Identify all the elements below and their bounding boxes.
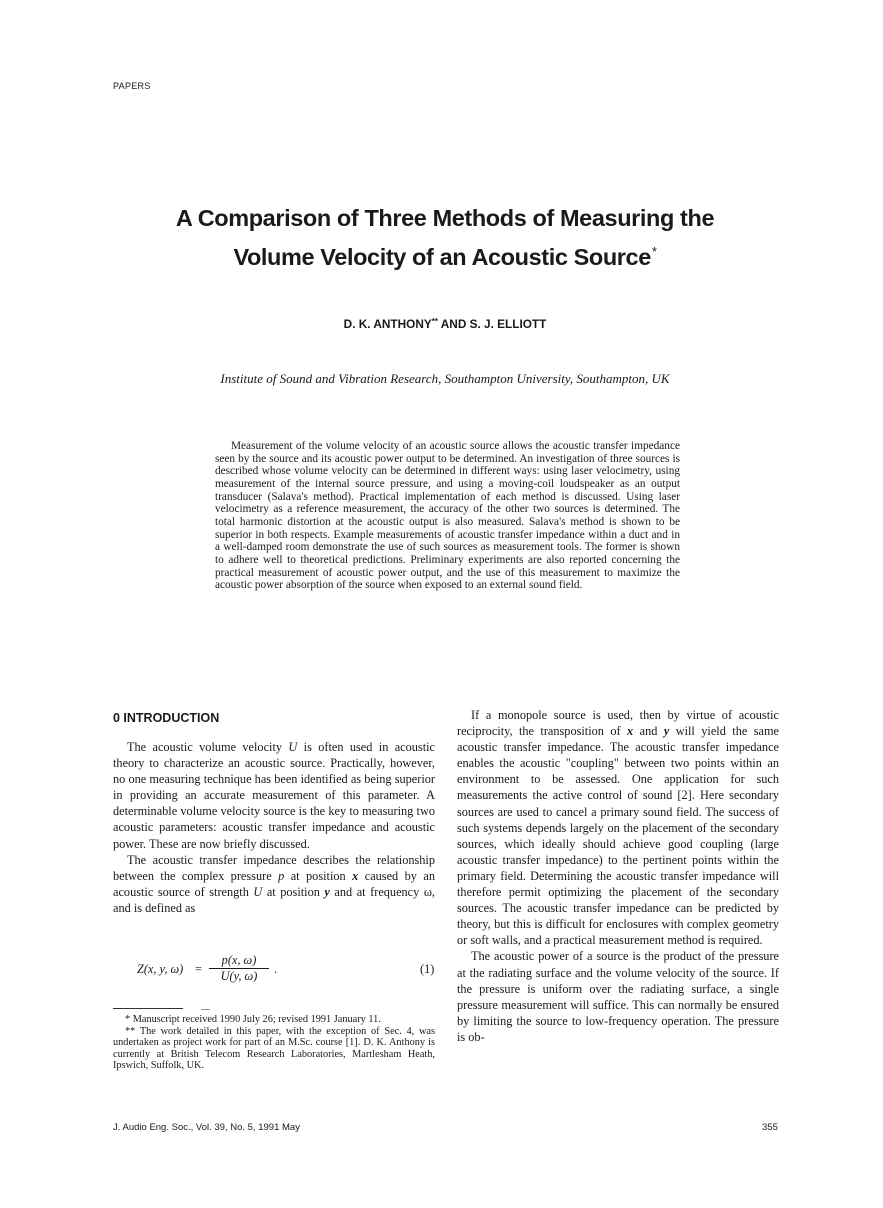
paragraph-4: The acoustic power of a source is the product of the pressure at the radiating surface and the volume velocity of the source. If the pressure is uniform over the radiating surface, a single pressure measurement will suffice. This can normally be ensured by limiting the source to low-frequency operation. The pressure is ob- — [457, 949, 779, 1044]
journal-citation: J. Audio Eng. Soc., Vol. 39, No. 5, 1991 May — [113, 1122, 300, 1133]
author-list: D. K. ANTHONY** AND S. J. ELLIOTT — [343, 317, 547, 331]
affiliation: Institute of Sound and Vibration Research, Southampton University, Southampton, UK — [220, 371, 670, 386]
right-column-text — [457, 707, 779, 1045]
equation-fraction — [209, 953, 269, 984]
section-heading: 0 INTRODUCTION — [113, 711, 220, 725]
title-line-2: Volume Velocity of an Acoustic Source* — [233, 244, 657, 270]
title-line-1: A Comparison of Three Methods of Measuring the — [175, 205, 715, 231]
paragraph-3: If a monopole source is used, then by virtue of acoustic reciprocity, the transposition of x and y will yield the same acoustic transfer impedance. The acoustic transfer impedance enables the acoustic "coupling" between two points within an environment to be assessed. One application for such measurements the active control of sound [2]. Here secondary sources are used to cancel a primary sound field. The success of such systems depends largely on the placement of the secondary sources, which ideally should achieve good coupling (large acoustic transfer impedance) to the pertinent points within the primary field. Determining the acoustic transfer impedance will therefore permit optimizing the placement of the secondary sources. The acoustic transfer impedance can be predicted by theory, but this is difficult for enclosures with complex geometry or soft walls, and a practical measurement method is required. — [457, 708, 779, 948]
equation-equals: = — [195, 962, 202, 976]
abstract — [215, 440, 680, 592]
paper-title — [100, 202, 790, 274]
footnote-2: ** The work detailed in this paper, with the exception of Sec. 4, was undertaken as project work for part of an M.Sc. course [1]. D. K. Anthony is currently at British Telecom Research Laboratories, Martlesham Heath, Ipswich, Suffolk, UK. — [113, 1025, 435, 1072]
footnote-1: * Manuscript received 1990 July 26; revised 1991 January 11. — [125, 1014, 381, 1025]
footnote-rule — [113, 1008, 183, 1009]
equation-number: (1) — [420, 962, 435, 976]
footnotes — [113, 1014, 435, 1072]
paragraph-2: The acoustic transfer impedance describes the relationship between the complex pressure p at position x caused by an acoustic source of strength U at position y and at frequency ω, and is defined as — [113, 852, 435, 915]
left-column-text — [113, 739, 435, 916]
running-header: PAPERS — [113, 81, 151, 91]
equation-numerator: p(x, ω) — [209, 953, 269, 969]
page-number: 355 — [762, 1122, 778, 1133]
author-footnote-mark: ** — [431, 317, 438, 326]
title-footnote-mark: * — [651, 244, 657, 259]
equation-denominator: U(y, ω) — [220, 969, 258, 983]
paragraph-1: The acoustic volume velocity U is often used in acoustic theory to characterize an acoustic source. Practically, however, no one measuring technique has been identified as being superior in providing an accurate measurement of this parameter. A determinable volume velocity source is the key to measuring two acoustic parameters: acoustic transfer impedance and acoustic power. These are now briefly discussed. — [113, 740, 435, 851]
equation-lhs: Z(x, y, ω) — [137, 962, 184, 976]
equation-period: . — [274, 962, 278, 976]
abstract-text: Measurement of the volume velocity of an acoustic source allows the acoustic transfer impedance seen by the source and its acoustic power output to be determined. An investigation of three sources is described whose volume velocity can be determined in different ways: using laser velocimetry, using measurement of the internal source pressure, and using a moving-coil loudspeaker as an output transducer (Salava's method). Practical implementation of each method is discussed. Using laser velocimetry as a reference measurement, the accuracy of the other two sources is determined. The total harmonic distortion at the acoustic output is also measured. Salava's method is shown to be superior in both respects. Example measurements of acoustic transfer impedance within a duct and in a well-damped room demonstrate the use of such sources as measurement tools. The former is shown to adhere well to theoretical predictions. Preliminary experiments are also reported concerning the practical measurement of acoustic power output, and the use of this measurement to maximize the acoustic power absorption of the source when exposed to an external sound field. — [215, 440, 680, 592]
footnote-dash: — — [201, 1004, 210, 1014]
